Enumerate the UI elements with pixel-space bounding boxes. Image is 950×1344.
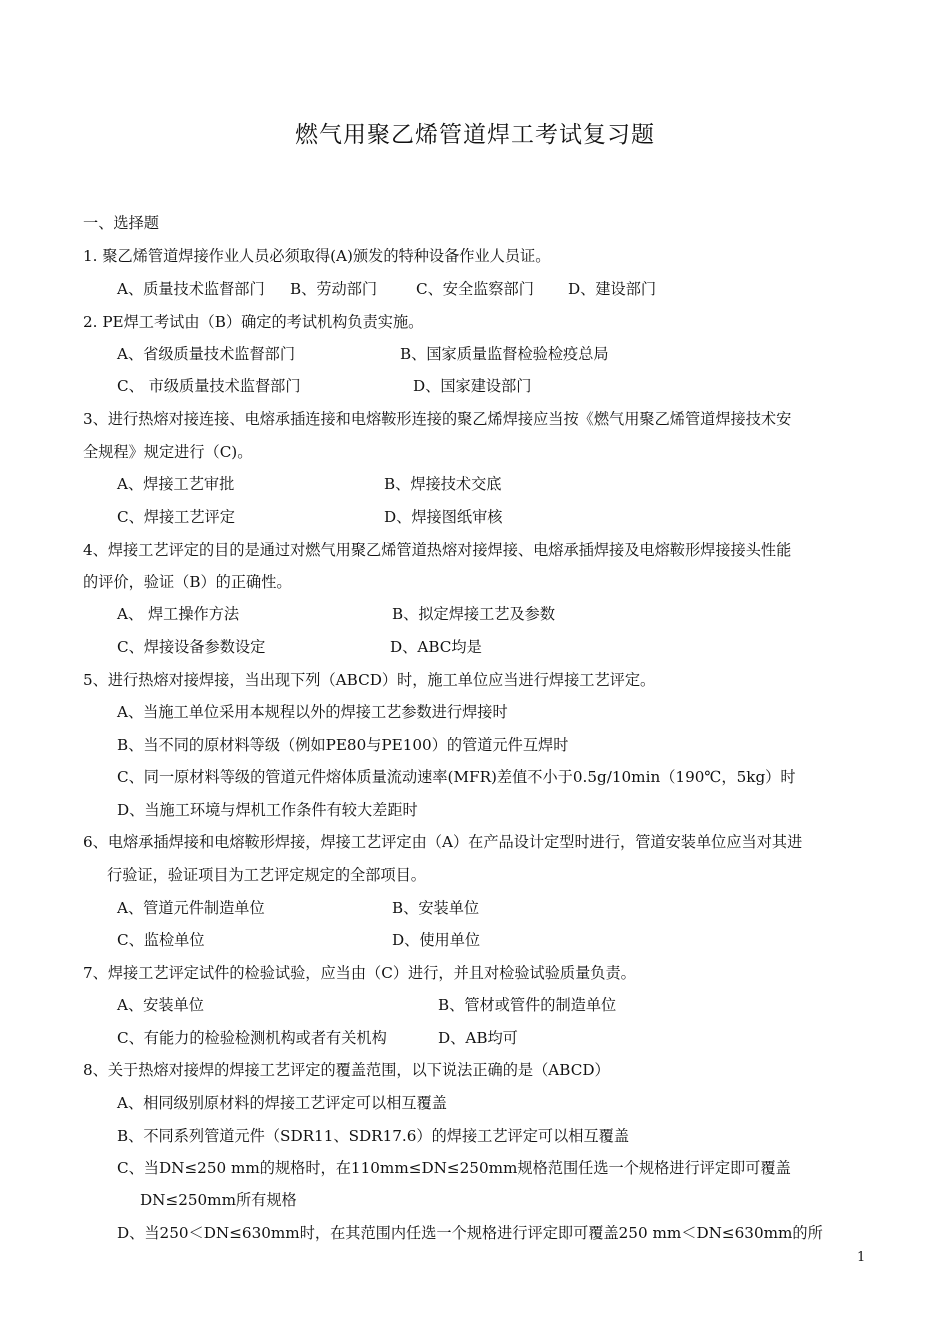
question-7-option-c: C、有能力的检验检测机构或者有关机构 [117,1029,387,1047]
question-4-option-b: B、拟定焊接工艺及参数 [392,605,556,623]
question-2-option-c: C、 市级质量技术监督部门 [117,377,301,395]
page-number: 1 [857,1250,866,1265]
question-1-stem: 1. 聚乙烯管道焊接作业人员必须取得(A)颁发的特种设备作业人员证。 [83,247,551,265]
question-4-option-c: C、焊接设备参数设定 [117,638,266,656]
question-2-option-d: D、国家建设部门 [413,377,532,395]
question-6-option-c: C、监检单位 [117,931,205,949]
question-3-option-c: C、焊接工艺评定 [117,508,235,526]
question-6-option-a: A、管道元件制造单位 [117,899,265,917]
question-7-option-a: A、安装单位 [117,996,204,1014]
section-heading: 一、选择题 [83,214,159,232]
question-3-stem-line-1: 3、进行热熔对接连接、电熔承插连接和电熔鞍形连接的聚乙烯焊接应当按《燃气用聚乙烯管道焊接技术安 [83,410,792,428]
question-5-option-d: D、当施工环境与焊机工作条件有较大差距时 [117,801,418,819]
question-8-option-c-continued: DN≤250mm所有规格 [140,1191,297,1209]
question-7-option-b: B、管材或管件的制造单位 [438,996,617,1014]
question-4-option-d: D、ABC均是 [390,638,482,656]
question-7-option-d: D、AB均可 [438,1029,518,1047]
question-2-option-a: A、省级质量技术监督部门 [117,345,296,363]
question-1-option-a: A、质量技术监督部门 [117,280,265,298]
question-6-option-b: B、安装单位 [392,899,480,917]
question-6-stem-line-1: 6、电熔承插焊接和电熔鞍形焊接，焊接工艺评定由（A）在产品设计定型时进行，管道安装单位应当对其进 [83,833,803,851]
question-6-option-d: D、使用单位 [392,931,481,949]
question-5-option-c: C、同一原材料等级的管道元件熔体质量流动速率(MFR)差值不小于0.5g/10min（190℃，5kg）时 [117,768,796,786]
question-6-stem-line-2: 行验证，验证项目为工艺评定规定的全部项目。 [107,866,426,884]
question-3-option-a: A、焊接工艺审批 [117,475,235,493]
question-2-option-b: B、国家质量监督检验检疫总局 [400,345,609,363]
question-3-option-b: B、焊接技术交底 [384,475,502,493]
question-1-option-b: B、劳动部门 [290,280,378,298]
question-8-option-d: D、当250＜DN≤630mm时，在其范围内任选一个规格进行评定即可覆盖250 mm＜DN≤630mm的所 [117,1224,823,1242]
question-8-stem: 8、关于热熔对接焊的焊接工艺评定的覆盖范围，以下说法正确的是（ABCD） [83,1061,610,1079]
question-8-option-c: C、当DN≤250 mm的规格时，在110mm≤DN≤250mm规格范围任选一个规格进行评定即可覆盖 [117,1159,791,1177]
question-4-stem-line-1: 4、焊接工艺评定的目的是通过对燃气用聚乙烯管道热熔对接焊接、电熔承插焊接及电熔鞍形焊接接头性能 [83,541,792,559]
question-8-option-a: A、相同级别原材料的焊接工艺评定可以相互覆盖 [117,1094,447,1112]
question-4-stem-line-2: 的评价，验证（B）的正确性。 [83,573,292,591]
question-3-option-d: D、焊接图纸审核 [384,508,503,526]
document-title: 燃气用聚乙烯管道焊工考试复习题 [295,122,655,148]
question-5-option-b: B、当不同的原材料等级（例如PE80与PE100）的管道元件互焊时 [117,736,569,754]
question-8-option-b: B、不同系列管道元件（SDR11、SDR17.6）的焊接工艺评定可以相互覆盖 [117,1127,630,1145]
question-7-stem: 7、焊接工艺评定试件的检验试验，应当由（C）进行，并且对检验试验质量负责。 [83,964,636,982]
question-4-option-a: A、 焊工操作方法 [117,605,240,623]
question-5-stem: 5、进行热熔对接焊接，当出现下列（ABCD）时，施工单位应当进行焊接工艺评定。 [83,671,656,689]
question-1-option-c: C、安全监察部门 [416,280,534,298]
question-2-stem: 2. PE焊工考试由（B）确定的考试机构负责实施。 [83,313,424,331]
question-5-option-a: A、当施工单位采用本规程以外的焊接工艺参数进行焊接时 [117,703,508,721]
question-1-option-d: D、建设部门 [568,280,657,298]
question-3-stem-line-2: 全规程》规定进行（C)。 [83,443,253,461]
